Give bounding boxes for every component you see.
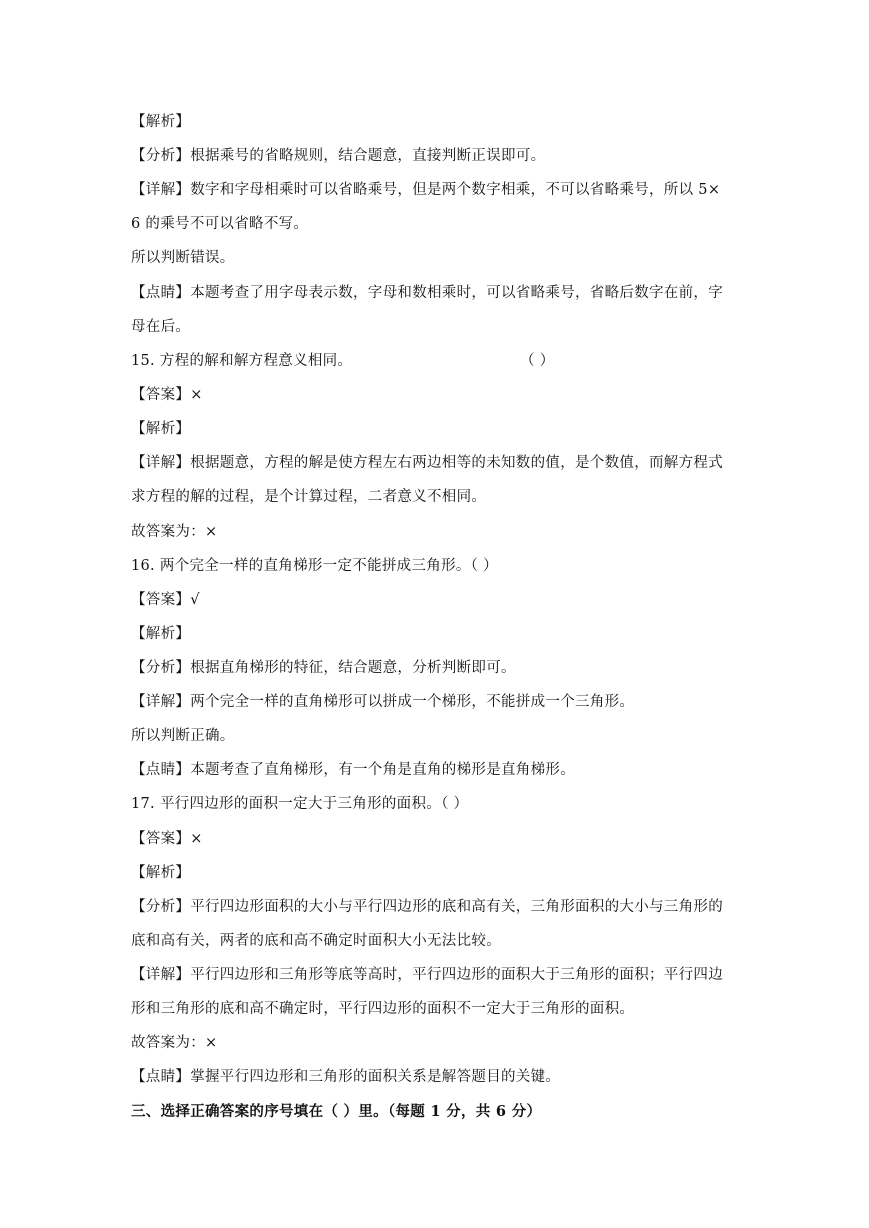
question-15-answer-blank: （ ） xyxy=(520,353,555,369)
analysis-text: 【分析】根据乘号的省略规则，结合题意，直接判断正误即可。 xyxy=(131,148,546,164)
answer-text: 【答案】× xyxy=(131,387,203,403)
analysis-text: 【分析】平行四边形面积的大小与平行四边形的底和高有关，三角形面积的大小与三角形的 xyxy=(131,899,723,915)
analysis-text: 【分析】根据直角梯形的特征，结合题意，分析判断即可。 xyxy=(131,660,516,676)
analysis-heading: 【解析】 xyxy=(131,626,191,642)
explanation-text: 求方程的解的过程，是个计算过程，二者意义不相同。 xyxy=(131,489,487,505)
explanation-text: 【详解】平行四边形和三角形等底等高时，平行四边形的面积大于三角形的面积；平行四边 xyxy=(131,967,723,983)
analysis-heading: 【解析】 xyxy=(131,114,191,130)
question-15-text: 15. 方程的解和解方程意义相同。 xyxy=(131,353,353,369)
explanation-text: 【详解】数字和字母相乘时可以省略乘号，但是两个数字相乘，不可以省略乘号，所以 5× xyxy=(131,182,721,198)
conclusion-text: 故答案为：× xyxy=(131,1035,218,1051)
section-heading: 三、选择正确答案的序号填在（ ）里。（每题 1 分，共 6 分） xyxy=(131,1103,542,1120)
conclusion-text: 所以判断正确。 xyxy=(131,728,235,744)
answer-text: 【答案】× xyxy=(131,831,203,847)
explanation-text: 【详解】根据题意，方程的解是使方程左右两边相等的未知数的值，是个数值，而解方程式 xyxy=(131,455,723,471)
remark-text: 母在后。 xyxy=(131,319,191,335)
remark-text: 【点睛】掌握平行四边形和三角形的面积关系是解答题目的关键。 xyxy=(131,1069,561,1085)
analysis-heading: 【解析】 xyxy=(131,421,191,437)
question-16: 16. 两个完全一样的直角梯形一定不能拼成三角形。（ ） xyxy=(131,558,498,574)
explanation-text: 【详解】两个完全一样的直角梯形可以拼成一个梯形，不能拼成一个三角形。 xyxy=(131,694,635,710)
question-17: 17. 平行四边形的面积一定大于三角形的面积。（ ） xyxy=(131,796,469,812)
remark-text: 【点睛】本题考查了直角梯形，有一个角是直角的梯形是直角梯形。 xyxy=(131,762,575,778)
explanation-text: 6 的乘号不可以省略不写。 xyxy=(131,216,309,232)
conclusion-text: 故答案为：× xyxy=(131,524,218,540)
analysis-heading: 【解析】 xyxy=(131,865,191,881)
analysis-text: 底和高有关，两者的底和高不确定时面积大小无法比较。 xyxy=(131,933,501,949)
explanation-text: 形和三角形的底和高不确定时，平行四边形的面积不一定大于三角形的面积。 xyxy=(131,1001,635,1017)
conclusion-text: 所以判断错误。 xyxy=(131,250,235,266)
answer-text: 【答案】√ xyxy=(131,592,200,608)
remark-text: 【点睛】本题考查了用字母表示数，字母和数相乘时，可以省略乘号，省略后数字在前，字 xyxy=(131,285,723,301)
question-15 xyxy=(131,352,751,370)
